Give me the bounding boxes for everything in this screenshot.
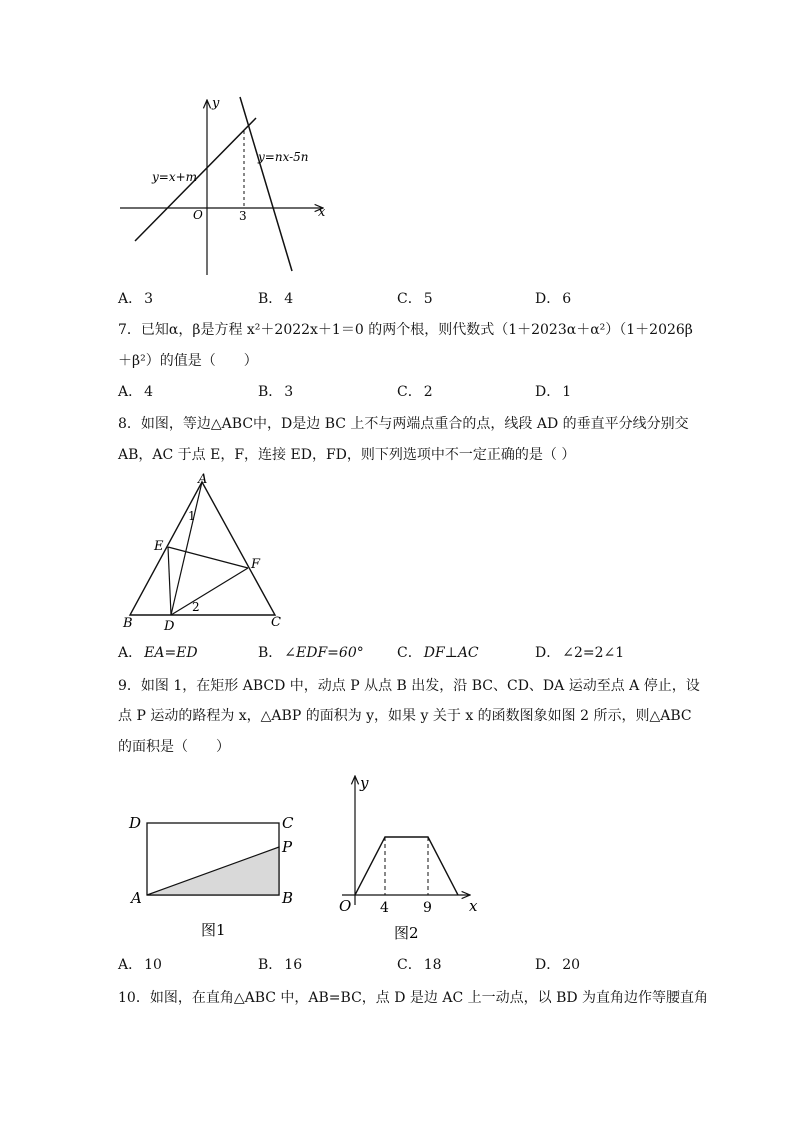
q6-option-c[interactable]: C． 5 [397,291,433,307]
q9-option-a[interactable]: A． 10 [118,957,162,973]
triangle-abp-shaded [147,847,279,895]
q9-option-b[interactable]: B． 16 [258,957,303,973]
q8-option-d[interactable]: D． ∠2=2∠1 [535,645,625,661]
origin-label: O [193,208,203,222]
x-axis-label: x [318,205,326,220]
q8-option-a[interactable]: A． EA=ED [118,645,198,661]
label-e: E [154,539,164,554]
q8-figure [115,470,295,635]
line-y-nx-5n [240,97,292,271]
fig2-origin: O [339,897,352,915]
line1-label: y=x+m [152,170,198,184]
fig2-graph [355,837,458,895]
segment-fd [171,568,248,615]
q7-stem-line2: ＋β²）的值是（ ） [118,353,258,369]
q9-figure2 [330,770,485,950]
q7-option-b[interactable]: B． 3 [258,384,294,400]
segment-ef [168,547,248,568]
q9-stem-line3: 的面积是（ ） [118,739,230,755]
q9-stem-line1: 9．如图 1，在矩形 ABCD 中，动点 P 从点 B 出发，沿 BC、CD、DA 运动至点 A 停止，设 [118,678,700,694]
q6-option-d[interactable]: D． 6 [535,291,572,307]
label-f: F [251,557,261,572]
triangle-abc [130,482,275,615]
label-b: B [123,616,133,631]
angle-1: 1 [188,509,196,523]
q9-stem-line2: 点 P 运动的路程为 x，△ABP 的面积为 y，如果 y 关于 x 的函数图象如图 2 所示，则△ABC [118,708,692,724]
q6-option-a[interactable]: A． 3 [118,291,154,307]
q8-option-c[interactable]: C． DF⊥AC [397,645,479,661]
fig1-label-b: B [282,889,294,907]
fig1-label-d: D [129,814,142,832]
fig2-x-label: x [469,897,478,915]
q9-option-c[interactable]: C． 18 [397,957,442,973]
q7-option-a[interactable]: A． 4 [118,384,154,400]
q8-stem-line1: 8．如图，等边△ABC中，D是边 BC 上不与两端点重合的点，线段 AD 的垂直平分线分别交 [118,416,689,432]
fig2-y-label: y [360,774,369,792]
q6-option-b[interactable]: B． 4 [258,291,294,307]
angle-2: 2 [192,600,200,614]
q9-option-d[interactable]: D． 20 [535,957,581,973]
fig1-caption: 图1 [201,921,226,939]
q10-stem-line1: 10．如图，在直角△ABC 中，AB=BC，点 D 是边 AC 上一动点，以 BD 为直角边作等腰直角 [118,990,709,1006]
label-a: A [198,472,208,487]
q7-option-c[interactable]: C． 2 [397,384,433,400]
label-c: C [271,615,281,630]
tick-3: 3 [239,209,247,223]
line2-label: y=nx-5n [258,150,309,164]
q7-option-d[interactable]: D． 1 [535,384,572,400]
fig1-label-c: C [282,814,294,832]
q6-figure [110,95,340,280]
segment-ed [168,547,171,615]
q7-stem-line1: 7．已知α，β是方程 x²＋2022x＋1＝0 的两个根，则代数式（1＋2023α＋α²）（1＋2026β [118,322,693,338]
q8-option-b[interactable]: B． ∠EDF=60° [258,645,364,661]
fig1-label-p: P [282,838,293,856]
q8-stem-line2: AB，AC 于点 E，F，连接 ED，FD，则下列选项中不一定正确的是（ ） [118,447,576,463]
fig2-caption: 图2 [394,924,419,942]
fig2-tick-9: 9 [423,900,432,916]
fig1-label-a: A [131,889,142,907]
fig2-tick-4: 4 [380,900,389,916]
q9-figure1 [125,808,305,943]
y-axis-label: y [212,96,220,111]
label-d: D [164,619,175,634]
